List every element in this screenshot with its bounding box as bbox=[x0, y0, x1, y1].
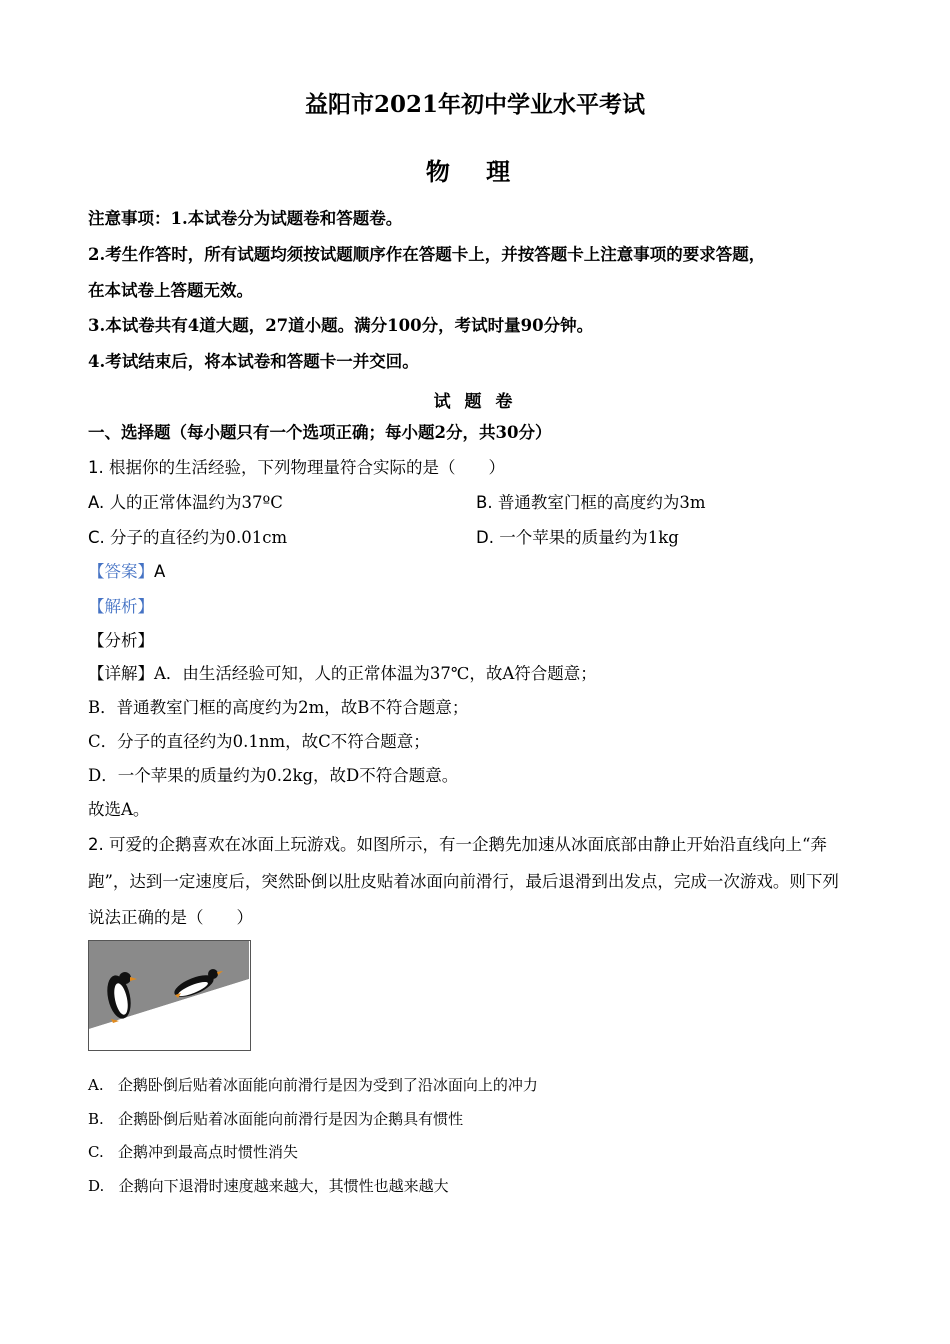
answer-value: A bbox=[154, 562, 166, 581]
q1-stem: 根据你的生活经验，下列物理量符合实际的是（ ） bbox=[109, 458, 505, 477]
q2-stem-line-2: 跑”，达到一定速度后，突然卧倒以肚皮贴着冰面向前滑行，最后退滑到出发点，完成一次游戏。则下列 bbox=[88, 872, 839, 891]
q2-stem-line-1 bbox=[88, 834, 827, 856]
q2-stem-1: 可爱的企鹅喜欢在冰面上玩游戏。如图所示，有一企鹅先加速从冰面底部由静止开始沿直线向上“奔 bbox=[109, 835, 827, 854]
detail-line-5: 故选A。 bbox=[88, 800, 150, 819]
q2-option-d-letter: D. bbox=[88, 1177, 105, 1195]
section1-title: 一、选择题（每小题只有一个选项正确；每小题2分，共30分） bbox=[88, 423, 552, 442]
analysis-label: 【解析】 bbox=[88, 597, 154, 616]
q1-option-a-letter: A. bbox=[88, 493, 105, 512]
answer-label: 【答案】 bbox=[88, 562, 154, 581]
notice-line-2: 2.考生作答时，所有试题均须按试题顺序作在答题卡上，并按答题卡上注意事项的要求答题， bbox=[88, 245, 766, 264]
penguin-figure bbox=[88, 940, 251, 1051]
q1-option-c bbox=[88, 527, 287, 549]
subject-title: 物 理 bbox=[425, 157, 525, 186]
q2-option-d bbox=[88, 1175, 449, 1197]
detail-line-1: 【详解】A．由生活经验可知，人的正常体温为37℃，故A符合题意； bbox=[88, 664, 597, 683]
penguin-illustration bbox=[89, 941, 249, 1049]
q2-option-b-text: 企鹅卧倒后贴着冰面能向前滑行是因为企鹅具有惯性 bbox=[118, 1110, 464, 1128]
q1-option-d-letter: D. bbox=[476, 528, 494, 547]
q1-option-b bbox=[476, 492, 705, 514]
q1-option-d-text: 一个苹果的质量约为1kg bbox=[499, 528, 679, 547]
notice-line-3: 在本试卷上答题无效。 bbox=[88, 281, 253, 300]
q1-option-b-text: 普通教室门框的高度约为3m bbox=[497, 493, 706, 512]
q2-option-a-text: 企鹅卧倒后贴着冰面能向前滑行是因为受到了沿冰面向上的冲力 bbox=[117, 1076, 538, 1094]
q2-number: 2. bbox=[88, 835, 104, 854]
q2-option-c bbox=[88, 1141, 298, 1163]
q2-option-c-letter: C. bbox=[88, 1143, 104, 1161]
q2-option-c-text: 企鹅冲到最高点时惯性消失 bbox=[118, 1143, 299, 1161]
q1-option-a bbox=[88, 492, 283, 514]
exam-title: 益阳市2021年初中学业水平考试 bbox=[304, 91, 645, 118]
q1-option-c-letter: C. bbox=[88, 528, 105, 547]
q1-option-d bbox=[476, 527, 679, 549]
q1-option-a-text: 人的正常体温约为37ºC bbox=[109, 493, 283, 512]
notice-line-1: 注意事项：1.本试卷分为试题卷和答题卷。 bbox=[88, 209, 403, 228]
q2-option-b bbox=[88, 1108, 463, 1130]
detail-line-3: C．分子的直径约为0.1nm，故C不符合题意； bbox=[88, 732, 430, 751]
q1-number: 1. bbox=[88, 458, 104, 477]
detail-line-4: D．一个苹果的质量约为0.2kg，故D不符合题意。 bbox=[88, 766, 459, 785]
notice-line-4: 3.本试卷共有4道大题，27道小题。满分100分，考试时量90分钟。 bbox=[88, 316, 594, 335]
q1-option-c-text: 分子的直径约为0.01cm bbox=[110, 528, 288, 547]
q2-option-a-letter: A. bbox=[88, 1076, 104, 1094]
detail-line-2: B．普通教室门框的高度约为2m，故B不符合题意； bbox=[88, 698, 469, 717]
q1-stem-line bbox=[88, 457, 505, 479]
q2-option-b-letter: B. bbox=[88, 1110, 104, 1128]
q2-stem-line-3: 说法正确的是（ ） bbox=[88, 908, 253, 927]
fenxi-label: 【分析】 bbox=[88, 631, 154, 650]
notice-line-5: 4.考试结束后，将本试卷和答题卡一并交回。 bbox=[88, 352, 419, 371]
q1-option-b-letter: B. bbox=[476, 493, 493, 512]
paper-label: 试 题 卷 bbox=[433, 392, 517, 412]
q2-option-a bbox=[88, 1074, 538, 1096]
q1-answer bbox=[88, 561, 165, 583]
q2-option-d-text: 企鹅向下退滑时速度越来越大，其惯性也越来越大 bbox=[118, 1177, 449, 1195]
